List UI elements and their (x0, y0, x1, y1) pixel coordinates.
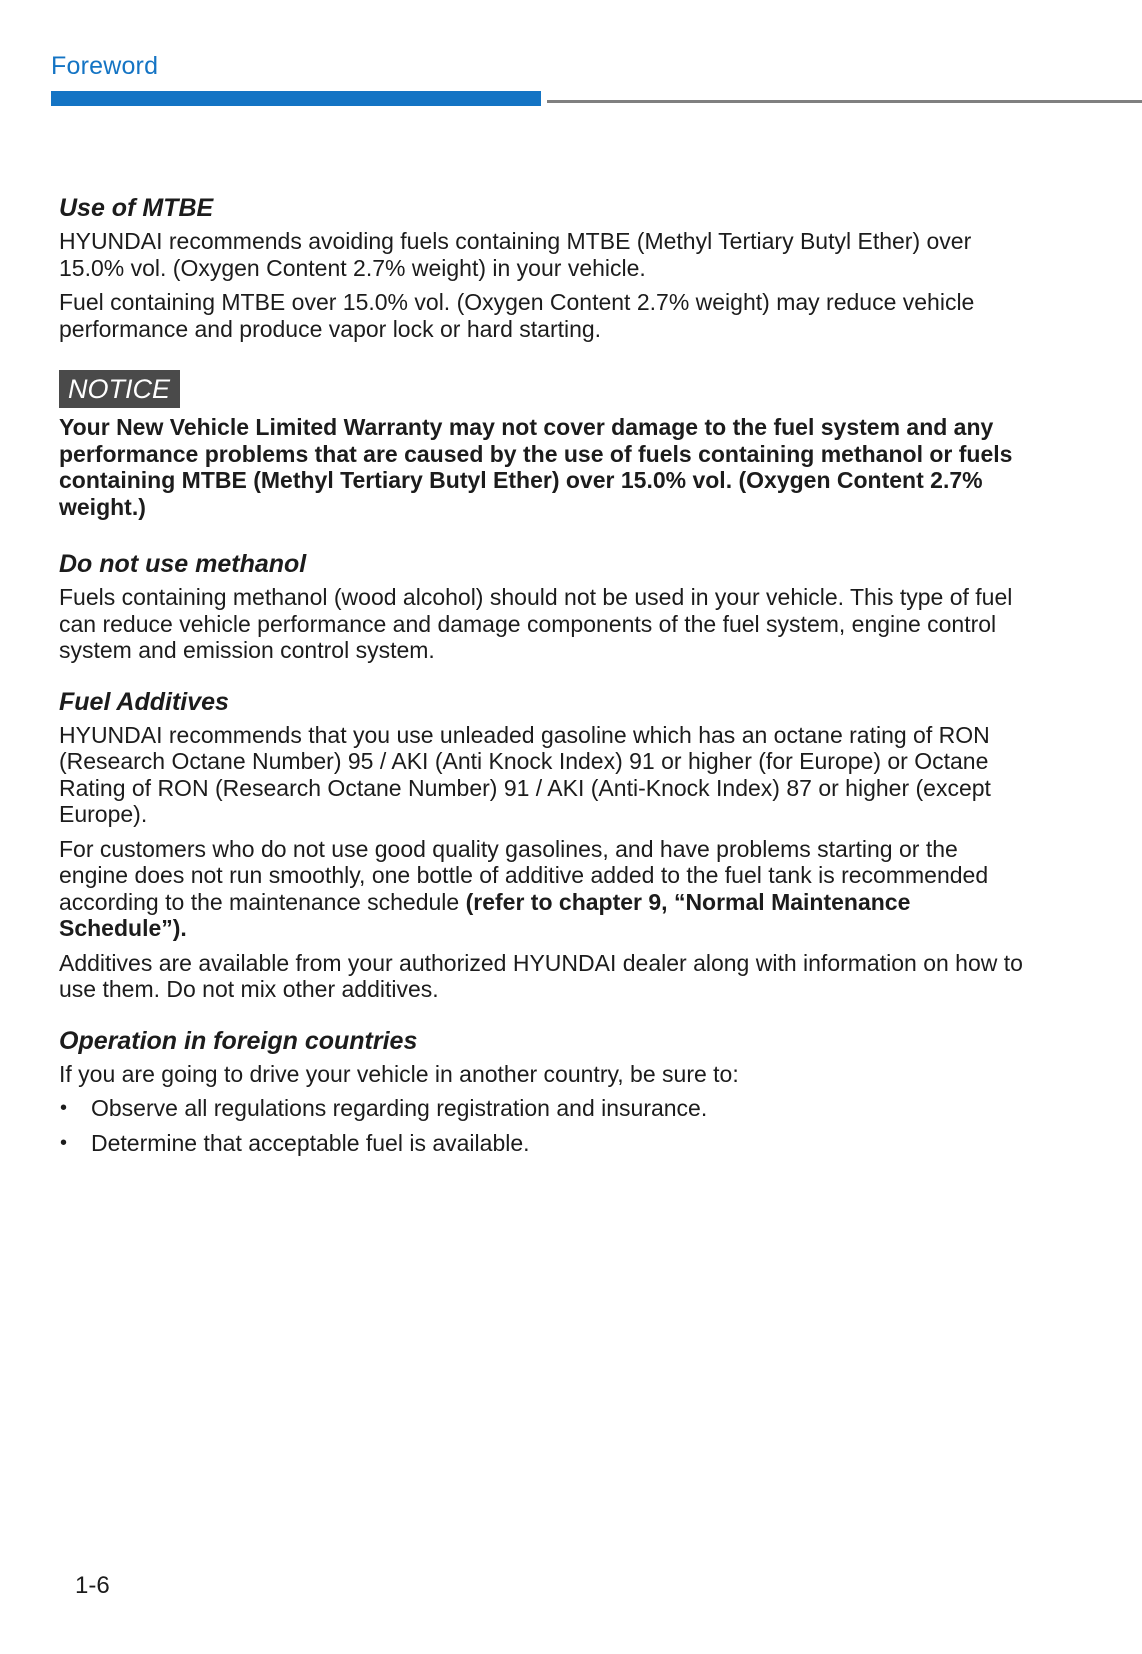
header-title: Foreword (51, 52, 159, 80)
page-content (59, 192, 1029, 1178)
paragraph: HYUNDAI recommends that you use unleaded gasoline which has an octane rating of RON (Research Octane Number) 95 / AKI (Anti Knock Index) 91 or higher (for Europe) or Octane Rating of RON (Research Octane Number) 91 / AKI (Anti-Knock Index) 87 or higher (except Europe). (59, 721, 991, 827)
paragraph: If you are going to drive your vehicle in another country, be sure to: (59, 1060, 739, 1087)
list-item (59, 1130, 1029, 1157)
paragraph: Fuels containing methanol (wood alcohol) should not be used in your vehicle. This type of fuel can reduce vehicle performance and damage components of the fuel system, engine control system and emission control system. (59, 584, 1013, 663)
chapter-reference: (refer to chapter 9, “Normal Maintenance Schedule”). (59, 888, 911, 941)
bullet-list (59, 1095, 1029, 1156)
paragraph (59, 836, 1029, 942)
section-methanol (59, 548, 1029, 664)
notice-box (59, 364, 1029, 520)
list-item-text: Observe all regulations regarding registration and insurance. (91, 1095, 708, 1121)
list-item-text: Determine that acceptable fuel is available. (91, 1129, 530, 1156)
list-item (59, 1095, 1029, 1122)
section-fuel-additives (59, 686, 1029, 1003)
header-rule-accent (51, 91, 541, 106)
bullet-icon: • (60, 1131, 68, 1154)
notice-label: NOTICE (59, 370, 180, 408)
paragraph: Additives are available from your authorized HYUNDAI dealer along with information on how to use them. Do not mix other additives. (59, 949, 1023, 1002)
section-heading-foreign-countries: Operation in foreign countries (59, 1026, 418, 1055)
paragraph: HYUNDAI recommends avoiding fuels containing MTBE (Methyl Tertiary Butyl Ether) over 15.0% vol. (Oxygen Content 2.7% weight) in your vehicle. (59, 228, 972, 281)
notice-text: Your New Vehicle Limited Warranty may not cover damage to the fuel system and any performance problems that are caused by the use of fuels containing methanol or fuels containing MTBE (Methyl Tertiary Butyl Ether) over 15.0% vol. (Oxygen Content 2.7% weight.) (59, 414, 1013, 520)
section-mtbe (59, 192, 1029, 342)
page-number: 1-6 (75, 1572, 110, 1599)
section-heading-fuel-additives: Fuel Additives (59, 687, 229, 716)
bullet-icon: • (60, 1097, 68, 1119)
header-rule-line (547, 100, 1142, 103)
paragraph-text: For customers who do not use good quality gasolines, and have problems starting or the engine does not run smoothly, one bottle of additive added to the fuel tank is recommended according to the maintenance schedule (59, 835, 989, 915)
section-heading-mtbe: Use of MTBE (59, 194, 214, 222)
section-foreign-countries (59, 1025, 1029, 1157)
section-heading-methanol: Do not use methanol (59, 550, 307, 578)
paragraph: Fuel containing MTBE over 15.0% vol. (Oxygen Content 2.7% weight) may reduce vehicle performance and produce vapor lock or hard starting. (59, 289, 975, 342)
